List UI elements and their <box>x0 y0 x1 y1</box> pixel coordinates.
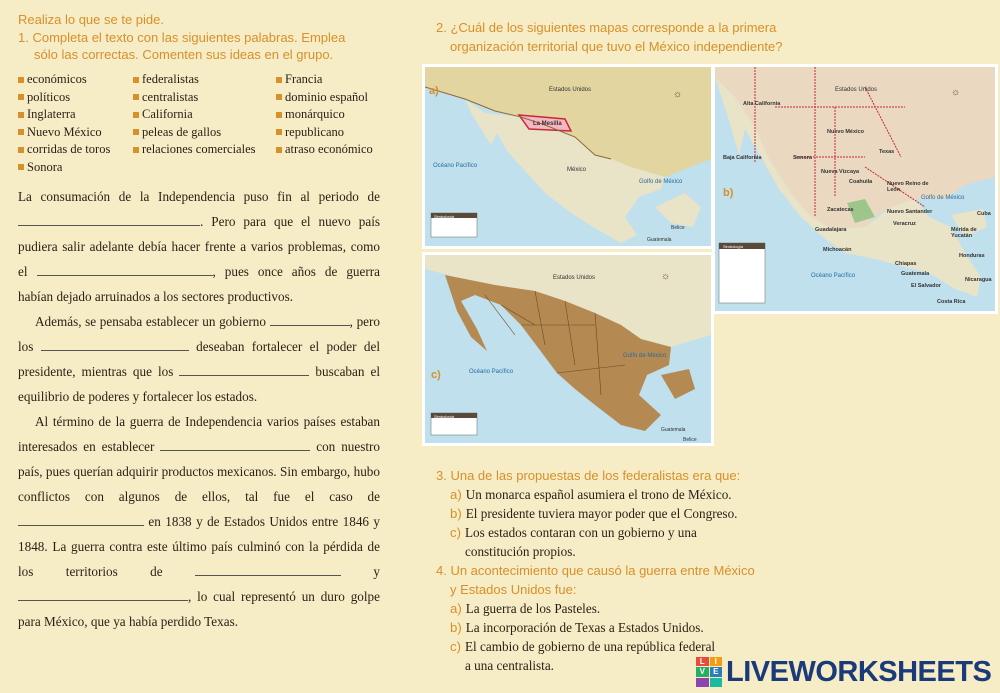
blank-input[interactable] <box>270 313 350 326</box>
q3-option-c[interactable]: c) Los estados contaran con un gobierno y una constitución propios. <box>450 525 697 559</box>
bullet-square-icon <box>133 77 139 83</box>
word-bank-item: centralistas <box>133 89 276 107</box>
word-bank-item: relaciones comerciales <box>133 141 276 159</box>
bullet-square-icon <box>18 129 24 135</box>
word-bank <box>18 71 380 176</box>
paragraph-3: Al término de la guerra de Independencia varios países estaban interesados en establecer con nuestro país, pues querían adquirir productos mexicanos. Sin embargo, hubo conflictos con algunos de ellos, tal fue el caso de en 1838 y de Estados Unidos entre 1846 y 1848. La guerra contra este último país culminó con la pérdida de los territorios de y , lo cual representó un duro golpe para México, que ya había perdido Texas. <box>18 414 381 629</box>
blank-input[interactable] <box>195 563 341 576</box>
word-bank-item: federalistas <box>133 71 276 89</box>
word-bank-item: Francia <box>276 71 380 89</box>
questions-3-4: 3. Una de las propuestas de los federalistas era que: a) Un monarca español asumiera el trono de México. b) El presidente tuviera mayor poder que el Congreso. c) Los estados contaran con un gobierno y una constitución propios. 4. Un acontecimiento que causó la guerra entre México y Estados Unidos fue: a) La guerra de los Pasteles. b) La incorporación de Texas a Estados Unidos. c) El cambio de gobierno de una república federal a una centralista. <box>436 466 766 675</box>
bullet-square-icon <box>18 94 24 100</box>
q4-option-b[interactable]: b) La incorporación de Texas a Estados Unidos. <box>450 620 704 635</box>
question-2: 2. ¿Cuál de los siguientes mapas corresponde a la primera organización territorial que tuvo el México independiente? <box>436 20 783 54</box>
bullet-square-icon <box>276 112 282 118</box>
map-option-a[interactable]: ☼ a) Estados Unidos La Mesilla México Océano Pacífico Golfo de México Belice Guatemala Simbología <box>422 64 714 249</box>
blank-input[interactable] <box>18 588 188 601</box>
bullet-square-icon <box>18 147 24 153</box>
map-a-graphic <box>425 67 711 246</box>
bullet-square-icon <box>18 112 24 118</box>
word-bank-item: Sonora <box>18 159 133 177</box>
word-bank-item: republicano <box>276 124 380 142</box>
blank-input[interactable] <box>18 513 144 526</box>
word-bank-item: dominio español <box>276 89 380 107</box>
blank-input[interactable] <box>37 263 213 276</box>
word-bank-item: corridas de toros <box>18 141 133 159</box>
word-bank-item: monárquico <box>276 106 380 124</box>
bullet-square-icon <box>133 129 139 135</box>
bullet-square-icon <box>276 147 282 153</box>
word-bank-item: Inglaterra <box>18 106 133 124</box>
word-bank-item: atraso económico <box>276 141 380 159</box>
word-bank-item: California <box>133 106 276 124</box>
blank-input[interactable] <box>18 213 200 226</box>
word-bank-item: políticos <box>18 89 133 107</box>
liveworksheets-logo-icon: L I V E <box>696 657 722 687</box>
svg-text:☼: ☼ <box>661 271 671 282</box>
q3-option-b[interactable]: b) El presidente tuviera mayor poder que el Congreso. <box>450 506 738 521</box>
blank-input[interactable] <box>41 338 189 351</box>
blank-input[interactable] <box>179 363 309 376</box>
svg-text:☼: ☼ <box>673 89 683 100</box>
q4-option-a[interactable]: a) La guerra de los Pasteles. <box>450 601 601 616</box>
map-option-c[interactable]: ☼ c) Estados Unidos Océano Pacífico Golfo de México Guatemala Belice Simbología <box>422 252 714 446</box>
word-bank-item: peleas de gallos <box>133 124 276 142</box>
fill-in-text <box>18 184 380 634</box>
q4-option-c[interactable]: c) El cambio de gobierno de una república federal a una centralista. <box>450 639 716 673</box>
logo-text: LIVEWORKSHEETS <box>726 655 992 688</box>
word-bank-item: Nuevo México <box>18 124 133 142</box>
question-3-title: 3. Una de las propuestas de los federalistas era que: <box>436 468 741 483</box>
instruction-1: 1. Completa el texto con las siguientes palabras. Emplea sólo las correctas. Comenten sus ideas en el grupo. <box>18 30 346 62</box>
map-c-graphic <box>425 255 711 443</box>
word-bank-item: económicos <box>18 71 133 89</box>
activity-1-column <box>18 12 380 634</box>
blank-input[interactable] <box>160 438 310 451</box>
bullet-square-icon <box>276 77 282 83</box>
bullet-square-icon <box>18 77 24 83</box>
paragraph-1: La consumación de la Independencia puso fin al periodo de . Pero para que el nuevo país pudiera salir adelante debía hacer frente a varios problemas, como el , pues once años de guerra habían dejado arruinados a los sectores productivos. <box>18 189 380 304</box>
bullet-square-icon <box>133 112 139 118</box>
paragraph-2: Además, se pensaba establecer un gobierno , pero los deseaban fortalecer el poder del presidente, mientras que los buscaban el equilibrio de poderes y fortalecer los estados. <box>18 314 381 404</box>
activity-heading: Realiza lo que se te pide. <box>18 12 164 27</box>
bullet-square-icon <box>18 164 24 170</box>
bullet-square-icon <box>133 94 139 100</box>
map-option-b[interactable]: ☼ b) Estados Unidos Alta California Nuevo México Baja California Sonora Texas Nueva Vizcaya Coahuila Nuevo Reino de León Nuevo Santander Zacatecas Veracruz Guadalajara Michoacán Mérida de Yucatán Océano Pacífico Golfo de México Chiapas Guatemala Honduras El Salvador Nicaragua Costa Rica Cuba Simbología <box>712 64 998 314</box>
svg-text:☼: ☼ <box>951 87 961 98</box>
bullet-square-icon <box>276 94 282 100</box>
bullet-square-icon <box>133 147 139 153</box>
question-4-title: 4. Un acontecimiento que causó la guerra entre México <box>436 563 755 578</box>
liveworksheets-logo <box>696 655 996 689</box>
bullet-square-icon <box>276 129 282 135</box>
q3-option-a[interactable]: a) Un monarca español asumiera el trono de México. <box>450 487 732 502</box>
